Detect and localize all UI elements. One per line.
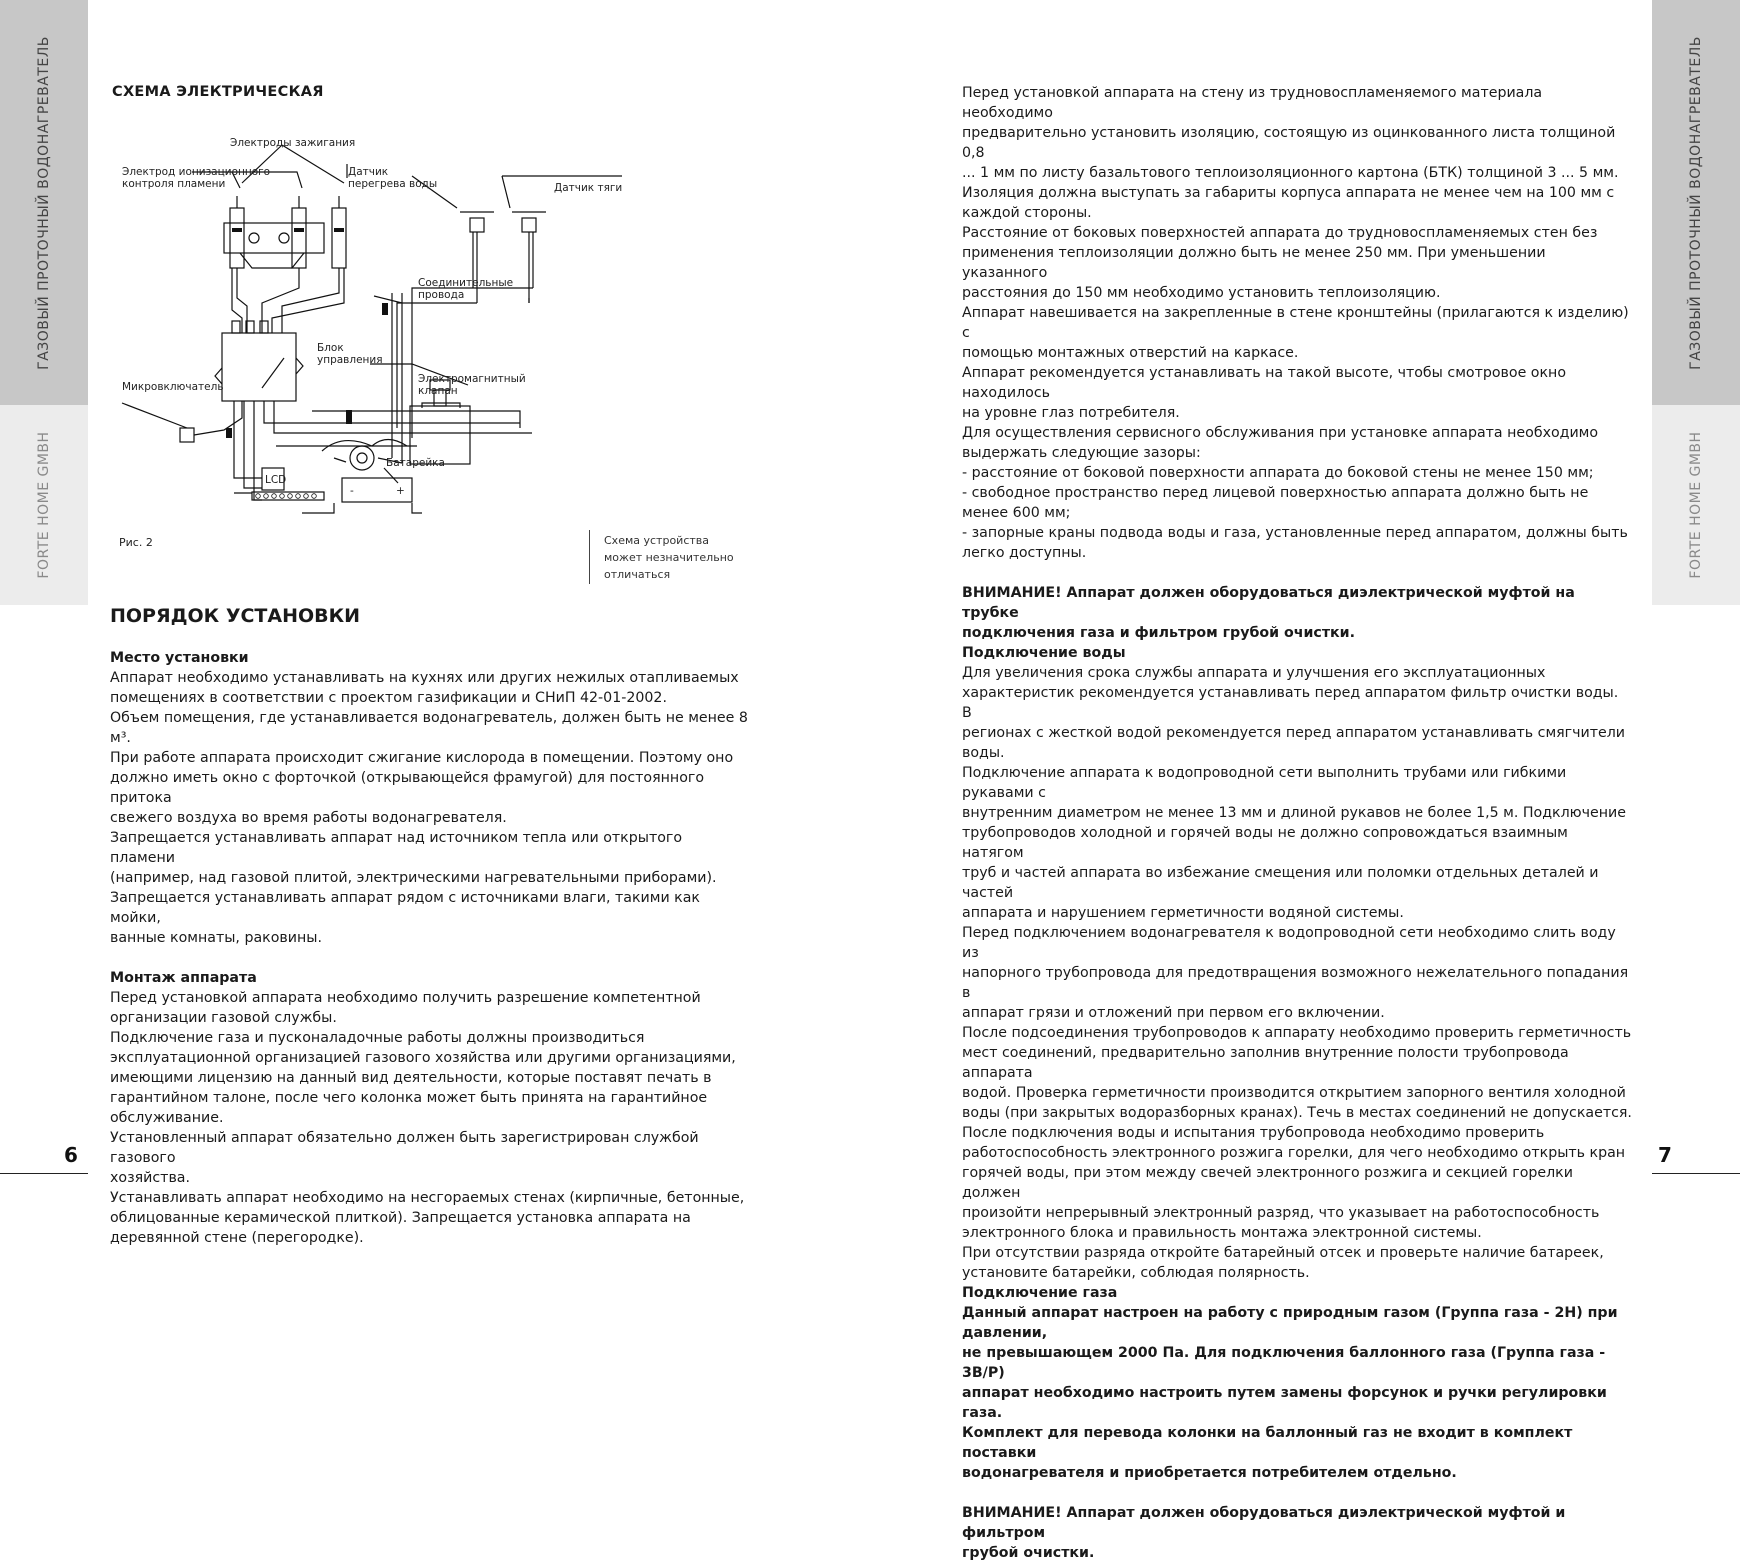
note-line: Схема устройства	[604, 534, 709, 547]
right-sidebar	[1652, 0, 1740, 600]
gas-line: Комплект для перевода колонки на баллонный газ не входит в комплект поставки	[962, 1425, 1573, 1461]
text-line: Объем помещения, где устанавливается водонагреватель, должен быть не менее 8 м³.	[110, 710, 748, 746]
place-heading: Место установки	[110, 650, 249, 666]
text-line: должно иметь окно с форточкой (открывающейся фрамугой) для постоянного притока	[110, 770, 705, 806]
warning-line: ВНИМАНИЕ! Аппарат должен оборудоваться диэлектрической муфтой на трубке	[962, 585, 1575, 621]
text-line: воды.	[962, 745, 1005, 761]
text-line: водой. Проверка герметичности производится открытием запорного вентиля холодной	[962, 1085, 1626, 1101]
label-battery: Батарейка	[386, 457, 445, 469]
text-line: Установленный аппарат обязательно должен быть зарегистрирован службой газового	[110, 1130, 699, 1166]
text-line: При отсутствии разряда откройте батарейный отсек и проверьте наличие батареек,	[962, 1245, 1604, 1261]
gas-line: не превышающем 2000 Па. Для подключения баллонного газа (Группа газа - 3B/P)	[962, 1345, 1606, 1381]
text-line: на уровне глаз потребителя.	[962, 405, 1180, 421]
text-line: Устанавливать аппарат необходимо на несгораемых стенах (кирпичные, бетонные,	[110, 1190, 745, 1206]
text-line: выдержать следующие зазоры:	[962, 445, 1201, 461]
text-line: легко доступны.	[962, 545, 1087, 561]
label-valve-2: клапан	[418, 385, 458, 397]
label-overheat-2: перегрева воды	[348, 178, 438, 190]
text-line: Для увеличения срока службы аппарата и улучшения его эксплуатационных	[962, 665, 1546, 681]
install-title: ПОРЯДОК УСТАНОВКИ	[110, 605, 361, 627]
text-line: После подсоединения трубопроводов к аппарату необходимо проверить герметичность	[962, 1025, 1632, 1041]
text-line: характеристик рекомендуется устанавливать перед аппаратом фильтр очистки воды. В	[962, 685, 1619, 721]
text-line: горячей воды, при этом между свечей электронного розжига и секцией горелки должен	[962, 1165, 1573, 1201]
sidebar-product-title: ГАЗОВЫЙ ПРОТОЧНЫЙ ВОДОНАГРЕВАТЕЛЬ	[1688, 36, 1704, 370]
text-line: внутренним диаметром не менее 13 мм и длиной рукавов не более 1,5 м. Подключение	[962, 805, 1626, 821]
label-ionization-1: Электрод ионизационного	[122, 166, 271, 178]
text-line: менее 600 мм;	[962, 505, 1071, 521]
text-line: - расстояние от боковой поверхности аппарата до боковой стены не менее 150 мм;	[962, 465, 1594, 481]
text-line: регионах с жесткой водой рекомендуется перед аппаратом устанавливать смягчители	[962, 725, 1626, 741]
text-line: помощью монтажных отверстий на каркасе.	[962, 345, 1299, 361]
text-line: электронного блока и правильность монтажа электронной системы.	[962, 1225, 1482, 1241]
text-line: применения теплоизоляции должно быть не менее 250 мм. При уменьшении указанного	[962, 245, 1546, 281]
text-line: аппарат грязи и отложений при первом его включении.	[962, 1005, 1385, 1021]
gas-line: Данный аппарат настроен на работу с природным газом (Группа газа - 2H) при	[962, 1305, 1618, 1321]
text-line: трубопроводов холодной и горячей воды не должно сопровождаться взаимным натягом	[962, 825, 1568, 861]
scheme-note	[604, 532, 734, 583]
label-lcd: LCD	[265, 474, 287, 486]
text-line: Перед установкой аппарата необходимо получить разрешение компетентной	[110, 990, 701, 1006]
text-line: деревянной стене (перегородке).	[110, 1230, 364, 1246]
page-number-right: 7	[1658, 1143, 1672, 1167]
screw-1	[249, 233, 259, 243]
label-ignition: Электроды зажигания	[230, 137, 356, 149]
text-line: установите батарейки, соблюдая полярность.	[962, 1265, 1310, 1281]
text-line: аппарата и нарушением герметичности водяной системы.	[962, 905, 1404, 921]
warning-line: подключения газа и фильтром грубой очистки.	[962, 625, 1356, 641]
note-line: может незначительно	[604, 551, 734, 564]
text-line: произойти непрерывный электронный разряд, что указывает на работоспособность	[962, 1205, 1600, 1221]
text-line: Аппарат навешивается на закрепленные в стене кронштейны (прилагаются к изделию) с	[962, 305, 1629, 341]
text-line: организации газовой службы.	[110, 1010, 337, 1026]
text-line: хозяйства.	[110, 1170, 191, 1186]
text-line: мест соединений, предварительно заполнив внутренние полости трубопровода аппарата	[962, 1045, 1569, 1081]
left-column-text	[110, 648, 750, 1248]
text-line: облицованные керамической плиткой). Запрещается установка аппарата на	[110, 1210, 691, 1226]
draft-sensor	[522, 218, 536, 232]
text-line: напорного трубопровода для предотвращения возможного нежелательного попадания в	[962, 965, 1629, 1001]
label-overheat-1: Датчик	[348, 166, 389, 178]
text-line: помещениях в соответствии с проектом газификации и СНиП 42-01-2002.	[110, 690, 667, 706]
text-line: Подключение аппарата к водопроводной сети выполнить трубами или гибкими рукавами с	[962, 765, 1567, 801]
warning-line: ВНИМАНИЕ! Аппарат должен оборудоваться диэлектрической муфтой и фильтром	[962, 1505, 1566, 1541]
label-draft: Датчик тяги	[554, 182, 623, 194]
text-line: расстояния до 150 мм необходимо установить теплоизоляцию.	[962, 285, 1441, 301]
screw-2	[279, 233, 289, 243]
text-line: Аппарат необходимо устанавливать на кухнях или других нежилых отапливаемых	[110, 670, 739, 686]
control-unit	[222, 333, 296, 401]
text-line: Перед подключением водонагревателя к водопроводной сети необходимо слить воду из	[962, 925, 1616, 961]
warning-line: грубой очистки.	[962, 1545, 1095, 1561]
label-wires-2: провода	[418, 289, 465, 301]
electrode-left	[230, 208, 244, 268]
text-line: - запорные краны подвода воды и газа, установленные перед аппаратом, должны быть	[962, 525, 1628, 541]
gas-line: водонагревателя и приобретается потребителем отдельно.	[962, 1465, 1457, 1481]
text-line: воды (при закрытых водоразборных кранах). Течь в местах соединений не допускается.	[962, 1105, 1632, 1121]
text-line: обслуживание.	[110, 1110, 224, 1126]
page-rule-right	[1652, 1173, 1740, 1174]
text-line: Запрещается устанавливать аппарат рядом с источниками влаги, такими как мойки,	[110, 890, 701, 926]
microswitch	[180, 428, 194, 442]
text-line: каждой стороны.	[962, 205, 1092, 221]
label-valve-1: Электромагнитный	[418, 373, 526, 385]
figure-caption: Рис. 2	[119, 536, 153, 549]
text-line: Перед установкой аппарата на стену из трудновоспламеняемого материала необходимо	[962, 85, 1543, 121]
gas-line: давлении,	[962, 1325, 1048, 1341]
text-line: Для осуществления сервисного обслуживания при установке аппарата необходимо	[962, 425, 1599, 441]
diagram-svg	[112, 128, 732, 598]
text-line: гарантийном талоне, после чего колонка может быть принята на гарантийное	[110, 1090, 708, 1106]
text-line: работоспособность электронного розжига горелки, для чего необходимо открыть кран	[962, 1145, 1626, 1161]
label-control-1: Блок	[317, 342, 344, 354]
label-microswitch: Микровключатель	[122, 381, 224, 393]
left-sidebar	[0, 0, 88, 600]
sidebar-brand: FORTE HOME GMBH	[1688, 431, 1704, 579]
text-line: (например, над газовой плитой, электрическими нагревательными приборами).	[110, 870, 717, 886]
electrode-right	[332, 208, 346, 268]
text-line: - свободное пространство перед лицевой поверхностью аппарата должно быть не	[962, 485, 1589, 501]
connector-beads	[256, 494, 317, 499]
text-line: предварительно установить изоляцию, состоящую из оцинкованного листа толщиной 0,8	[962, 125, 1616, 161]
right-column-text	[962, 83, 1632, 1563]
text-line: Запрещается устанавливать аппарат над источником тепла или открытого пламени	[110, 830, 683, 866]
text-line: труб и частей аппарата во избежание смещения или поломки отдельных деталей и частей	[962, 865, 1599, 901]
overheat-sensor	[470, 218, 484, 232]
text-line: Подключение газа и пусконаладочные работы должны производиться	[110, 1030, 645, 1046]
electrode-block	[224, 223, 324, 253]
text-line: Изоляция должна выступать за габариты корпуса аппарата не менее чем на 100 мм с	[962, 185, 1615, 201]
label-minus: -	[350, 485, 354, 497]
note-line: отличаться	[604, 568, 671, 581]
gas-line: аппарат необходимо настроить путем замены форсунок и ручки регулировки газа.	[962, 1385, 1607, 1421]
page-rule-left	[0, 1173, 88, 1174]
water-heading: Подключение воды	[962, 645, 1126, 661]
text-line: ... 1 мм по листу базальтового теплоизоляционного картона (БТК) толщиной 3 ... 5 мм.	[962, 165, 1619, 181]
text-line: После подключения воды и испытания трубопровода необходимо проверить	[962, 1125, 1545, 1141]
gas-heading: Подключение газа	[962, 1285, 1118, 1301]
label-control-2: управления	[317, 354, 383, 366]
note-divider	[589, 530, 590, 584]
electromagnetic-valve	[410, 406, 470, 464]
page-number-left: 6	[64, 1143, 78, 1167]
sidebar-brand: FORTE HOME GMBH	[36, 431, 52, 579]
label-ionization-2: контроля пламени	[122, 178, 226, 190]
text-line: При работе аппарата происходит сжигание кислорода в помещении. Поэтому оно	[110, 750, 734, 766]
text-line: Расстояние от боковых поверхностей аппарата до трудновоспламеняемых стен без	[962, 225, 1598, 241]
ignition-coil	[350, 446, 374, 470]
sidebar-product-title: ГАЗОВЫЙ ПРОТОЧНЫЙ ВОДОНАГРЕВАТЕЛЬ	[36, 36, 52, 370]
text-line: эксплуатационной организацией газового хозяйства или другими организациями,	[110, 1050, 736, 1066]
mount-heading: Монтаж аппарата	[110, 970, 257, 986]
text-line: Аппарат рекомендуется устанавливать на такой высоте, чтобы смотровое окно находилось	[962, 365, 1567, 401]
text-line: ванные комнаты, раковины.	[110, 930, 322, 946]
text-line: имеющими лицензию на данный вид деятельности, которые поставят печать в	[110, 1070, 712, 1086]
label-wires-1: Соединительные	[418, 277, 514, 289]
label-plus: +	[396, 485, 405, 497]
text-line: свежего воздуха во время работы водонагревателя.	[110, 810, 507, 826]
scheme-title: СХЕМА ЭЛЕКТРИЧЕСКАЯ	[112, 84, 324, 100]
electrical-diagram	[112, 128, 732, 598]
